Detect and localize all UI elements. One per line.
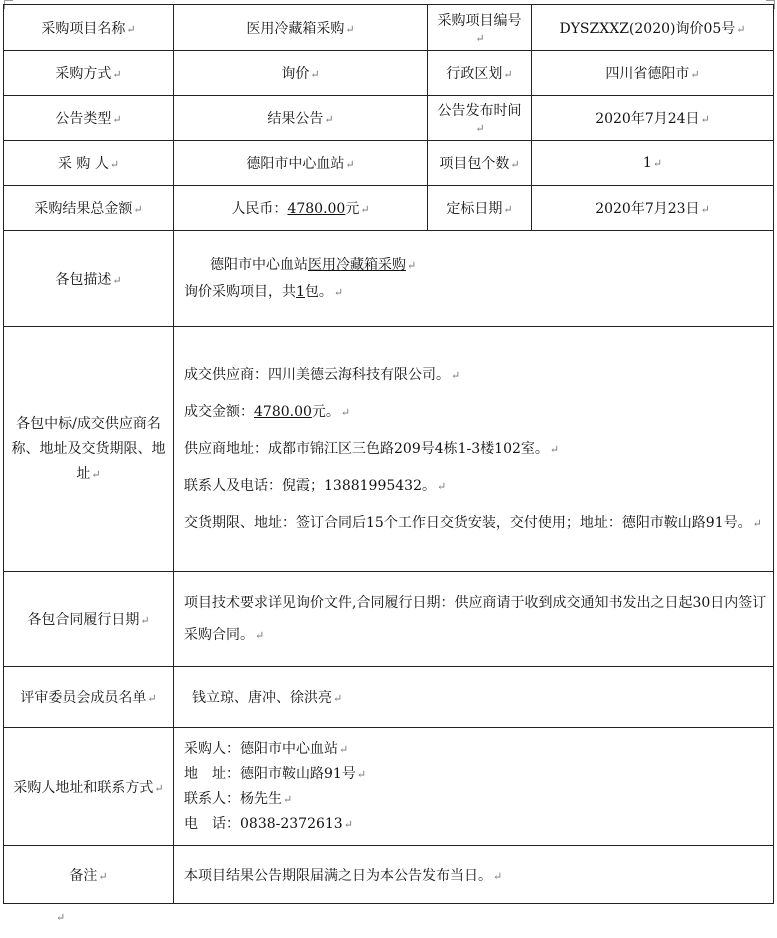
supplier-delivery: 交货期限、地址：签订合同后15个工作日交货安装，交付使用；地址：德阳市鞍山路91号。↵ [184, 514, 762, 531]
label-publish-date: 公告发布时间↵ [428, 96, 532, 141]
buyer-address: 地 址：德阳市鞍山路91号↵ [184, 765, 367, 782]
row-total-amount [4, 186, 774, 231]
buyer-phone: 电 话：0838-2372613↵ [184, 815, 353, 832]
value-procurement-method: 询价↵ [174, 51, 428, 96]
row-remark [4, 846, 774, 904]
label-package-description: 各包描述↵ [4, 231, 174, 327]
label-buyer-contact: 采购人地址和联系方式↵ [4, 728, 174, 846]
label-procurement-method: 采购方式↵ [4, 51, 174, 96]
procurement-result-table [3, 4, 774, 904]
label-total-amount: 采购结果总金额↵ [4, 186, 174, 231]
value-award-date: 2020年7月23日↵ [532, 186, 774, 231]
label-contract-date: 各包合同履行日期↵ [4, 572, 174, 667]
label-project-number: 采购项目编号↵ [428, 5, 532, 51]
row-buyer-contact [4, 728, 774, 846]
value-winning-supplier [174, 327, 774, 572]
value-remark: 本项目结果公告期限届满之日为本公告发布当日。↵ [174, 846, 774, 904]
buyer-name: 采购人：德阳市中心血站↵ [184, 740, 349, 757]
label-package-count: 项目包个数↵ [428, 141, 532, 186]
trailing-paragraph-mark: ↵ [56, 911, 66, 924]
value-project-number: DYSZXXZ(2020)询价05号↵ [532, 5, 774, 51]
label-notice-type: 公告类型↵ [4, 96, 174, 141]
supplier-name: 成交供应商：四川美德云海科技有限公司。↵ [184, 366, 461, 383]
label-winning-supplier: 各包中标/成交供应商名称、地址及交货期限、地址↵ [4, 327, 174, 572]
label-remark: 备注↵ [4, 846, 174, 904]
row-notice-type [4, 96, 774, 141]
supplier-contact: 联系人及电话：倪霞；13881995432。↵ [184, 477, 447, 494]
value-region: 四川省德阳市↵ [532, 51, 774, 96]
value-buyer-contact [174, 728, 774, 846]
label-purchaser: 采 购 人↵ [4, 141, 174, 186]
value-package-description: 德阳市中心血站医用冷藏箱采购↵ 询价采购项目，共1包。↵ [174, 231, 774, 327]
value-publish-date: 2020年7月24日↵ [532, 96, 774, 141]
value-total-amount: 人民币：4780.00元↵ [174, 186, 428, 231]
announcement-document [3, 4, 773, 904]
row-contract-date [4, 572, 774, 667]
supplier-address: 供应商地址：成都市锦江区三色路209号4栋1-3楼102室。↵ [184, 440, 560, 457]
value-committee: 钱立琼、唐冲、徐洪亮↵ [174, 667, 774, 728]
label-region: 行政区划↵ [428, 51, 532, 96]
value-contract-date: 项目技术要求详见询价文件,合同履行日期：供应商请于收到成交通知书发出之日起30日内签订采购合同。↵ [174, 572, 774, 667]
value-purchaser: 德阳市中心血站↵ [174, 141, 428, 186]
value-project-name: 医用冷藏箱采购↵ [174, 5, 428, 51]
buyer-person: 联系人：杨先生↵ [184, 790, 293, 807]
row-winning-supplier [4, 327, 774, 572]
label-committee: 评审委员会成员名单↵ [4, 667, 174, 728]
value-package-count: 1↵ [532, 141, 774, 186]
row-purchaser [4, 141, 774, 186]
row-project-name [4, 5, 774, 51]
label-project-name: 采购项目名称↵ [4, 5, 174, 51]
supplier-amount: 成交金额：4780.00元。↵ [184, 403, 351, 420]
value-notice-type: 结果公告↵ [174, 96, 428, 141]
row-package-description [4, 231, 774, 327]
label-award-date: 定标日期↵ [428, 186, 532, 231]
row-procurement-method [4, 51, 774, 96]
row-committee [4, 667, 774, 728]
